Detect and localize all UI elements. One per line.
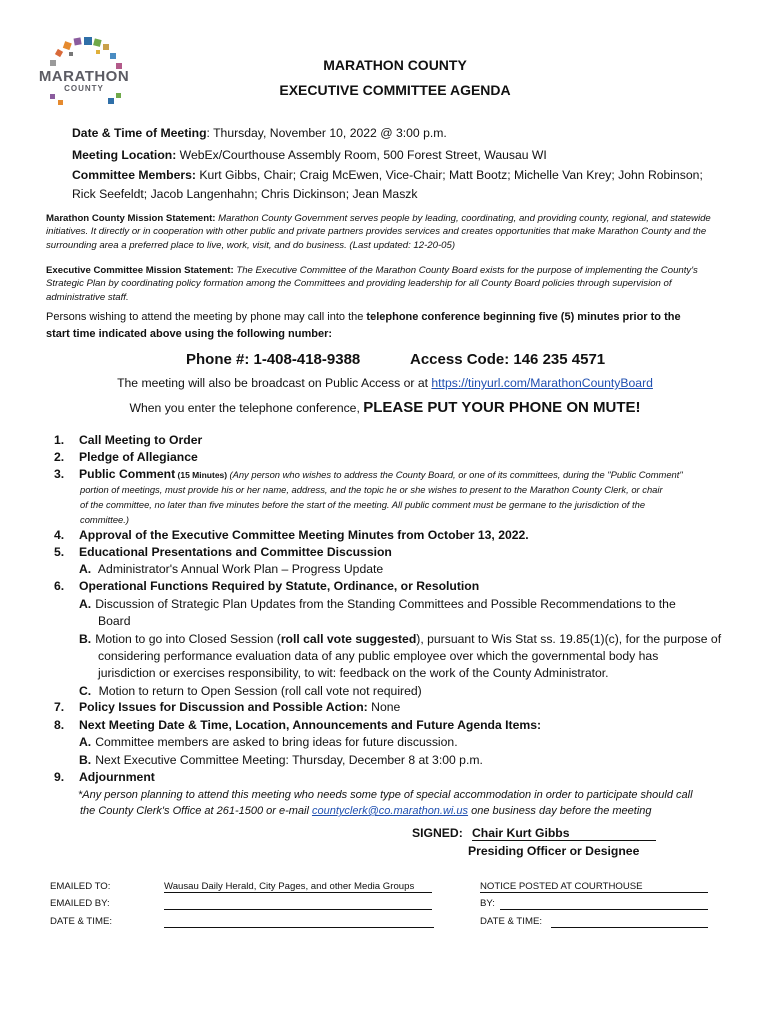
item-value: None (367, 700, 401, 714)
agenda-item-6b (79, 631, 721, 648)
item-text: Pledge of Allegiance (79, 450, 198, 464)
sub-text: Administrator's Annual Work Plan – Progress Update (97, 562, 384, 576)
date-time-line (164, 916, 434, 928)
page-subtitle: EXECUTIVE COMMITTEE AGENDA (279, 82, 511, 98)
agenda-item-1 (54, 432, 202, 449)
agenda-item-8a (79, 734, 458, 751)
signed-label: SIGNED: (412, 826, 463, 840)
clerk-email-link[interactable]: countyclerk@co.marathon.wi.us (311, 805, 469, 817)
emailed-by-line (164, 898, 432, 910)
agenda-item-6a (79, 596, 676, 613)
sub-text: Motion to return to Open Session (roll call vote not required) (98, 684, 422, 698)
item-text: Public Comment (79, 467, 176, 481)
accommodation-note-2 (80, 803, 740, 819)
date-time-line-2 (551, 916, 708, 928)
attend-bold-2: start time indicated above using the following number: (46, 328, 333, 340)
accommodation-note: *Any person planning to attend this meeting who needs some type of special accommodation in order to participate should call (78, 789, 693, 801)
committee-members (72, 166, 703, 185)
item-text: Operational Functions Required by Statute, Ordinance, or Resolution (79, 579, 480, 593)
sub-letter: A. (79, 735, 92, 749)
agenda-item-6a-cont: Board (98, 614, 131, 628)
sub-bold: roll call vote suggested (280, 632, 417, 646)
item-text: Adjournment (79, 770, 155, 784)
item-number: 7. (54, 700, 65, 714)
logo-line2: COUNTY (64, 84, 104, 93)
agenda-item-6b-cont-2: jurisdiction or exercises responsibility, to wit: feedback on the work of the County Administrator. (98, 666, 609, 680)
sub-text: Next Executive Committee Meeting: Thursday, December 8 at 3:00 p.m. (95, 753, 483, 767)
ada-text-end: one business day before the meeting (468, 805, 652, 817)
item-text: Call Meeting to Order (79, 433, 203, 447)
mute-text: When you enter the telephone conference, (129, 401, 364, 415)
public-comment-note-2: portion of meetings, must provide his or her name, address, and the topic he or she wishes to present to the Marathon County Clerk, or chair (80, 484, 663, 495)
item-number: 1. (54, 433, 65, 447)
agenda-item-6c (79, 683, 422, 700)
mission-text: Marathon County Government serves people by leading, coordinating, and providing county, regional, and statewide initiatives. It directly or in cooperation with other public and private partners provides services and creates opportunities that make Marathon County and the surrounding area a preferred place to live, work, visit, and do business. (Last updated: 12-20-05) (46, 213, 711, 251)
agenda-item-8 (54, 717, 541, 734)
item-number: 9. (54, 770, 65, 784)
sub-letter: A. (79, 597, 92, 611)
attend-instructions (46, 309, 736, 343)
sub-text-a: Motion to go into Closed Session ( (95, 632, 281, 646)
public-comment-note-4: committee.) (80, 514, 129, 525)
mission-label: Marathon County Mission Statement: (46, 213, 216, 224)
item-number: 2. (54, 450, 65, 464)
attend-text: Persons wishing to attend the meeting by phone may call into the (46, 311, 367, 323)
item-number: 6. (54, 579, 65, 593)
date-time-label-2: DATE & TIME: (480, 916, 543, 927)
location-label: Meeting Location: (72, 148, 177, 162)
sub-letter: C. (79, 684, 92, 698)
item-text: Next Meeting Date & Time, Location, Announcements and Future Agenda Items: (79, 718, 542, 732)
mute-warning: PLEASE PUT YOUR PHONE ON MUTE! (363, 399, 641, 416)
agenda-item-6 (54, 578, 479, 595)
signed-name: Chair Kurt Gibbs (472, 826, 656, 841)
broadcast-link[interactable]: https://tinyurl.com/MarathonCountyBoard (431, 376, 653, 390)
attend-bold-1: telephone conference beginning five (5) minutes prior to the (366, 311, 681, 323)
item-number: 3. (54, 467, 65, 481)
item-number: 8. (54, 718, 65, 732)
date-label: Date & Time of Meeting (72, 126, 207, 140)
public-comment-note-3: of the committee, no later than five minutes before the start of the meeting. All public comment must be germane to the jurisdiction of the (80, 499, 646, 510)
emailed-to-value: Wausau Daily Herald, City Pages, and other Media Groups (164, 881, 432, 893)
date-time-label: DATE & TIME: (50, 916, 113, 927)
agenda-item-5 (54, 544, 392, 561)
by-label: BY: (480, 898, 495, 909)
exec-mission-text: The Executive Committee of the Marathon County Board exists for the purpose of implementing the County's Strategic Plan by coordinating policy formation among the Committees and providing leadership for all County Board policies through supervision of administrative staff. (46, 265, 698, 303)
page-title: MARATHON COUNTY (323, 57, 467, 73)
ada-text: the County Clerk's Office at 261-1500 or e-mail (80, 805, 312, 817)
meeting-location (72, 146, 547, 165)
agenda-item-8b (79, 752, 483, 769)
agenda-item-7 (54, 699, 400, 716)
item-duration: (15 Minutes) (175, 470, 230, 480)
agenda-item-9 (54, 769, 155, 786)
sub-letter: A. (79, 562, 92, 576)
logo-line1: MARATHON (38, 68, 130, 85)
emailed-to-label: EMAILED TO: (50, 881, 111, 892)
notice-posted: NOTICE POSTED AT COURTHOUSE (480, 881, 708, 893)
exec-mission-statement (46, 264, 730, 304)
sub-letter: B. (79, 753, 92, 767)
emailed-by-label: EMAILED BY: (50, 898, 110, 909)
date-value: : Thursday, November 10, 2022 @ 3:00 p.m. (206, 126, 447, 140)
agenda-item-4 (54, 527, 529, 544)
mission-statement (46, 212, 730, 252)
sub-text: Discussion of Strategic Plan Updates from the Standing Committees and Possible Recommendations to the (95, 597, 676, 611)
signed-title: Presiding Officer or Designee (468, 844, 640, 858)
location-value: WebEx/Courthouse Assembly Room, 500 Forest Street, Wausau WI (176, 148, 547, 162)
sub-text-b: ), pursuant to Wis Stat ss. 19.85(1)(c), for the purpose of (416, 632, 722, 646)
item-number: 5. (54, 545, 65, 559)
by-line (500, 898, 708, 910)
exec-mission-label: Executive Committee Mission Statement: (46, 265, 234, 276)
item-number: 4. (54, 528, 65, 542)
item-text: Approval of the Executive Committee Meeting Minutes from October 13, 2022. (79, 528, 529, 542)
members-value: Kurt Gibbs, Chair; Craig McEwen, Vice-Chair; Matt Bootz; Michelle Van Krey; John Robinson; (195, 168, 703, 182)
phone-number: Phone #: 1-408-418-9388 (186, 351, 361, 368)
mute-line (0, 399, 770, 416)
access-code: Access Code: 146 235 4571 (410, 351, 606, 368)
members-label: Committee Members: (72, 168, 196, 182)
broadcast-text: The meeting will also be broadcast on Public Access or at (117, 376, 432, 390)
meeting-date (72, 124, 447, 143)
item-note-1: (Any person who wishes to address the County Board, or one of its committees, during the "Public Comment" (229, 469, 683, 480)
committee-members-2: Rick Seefeldt; Jacob Langenhahn; Chris Dickinson; Jean Maszk (72, 187, 418, 201)
agenda-item-6b-cont-1: considering performance evaluation data of any public employee over which the governmental body has (98, 649, 659, 663)
agenda-item-2 (54, 449, 198, 466)
broadcast-line (0, 376, 770, 390)
agenda-item-5a (79, 561, 383, 578)
item-text: Policy Issues for Discussion and Possible Action: (79, 700, 368, 714)
sub-text: Committee members are asked to bring ideas for future discussion. (95, 735, 458, 749)
sub-letter: B. (79, 632, 92, 646)
item-text: Educational Presentations and Committee Discussion (79, 545, 392, 559)
